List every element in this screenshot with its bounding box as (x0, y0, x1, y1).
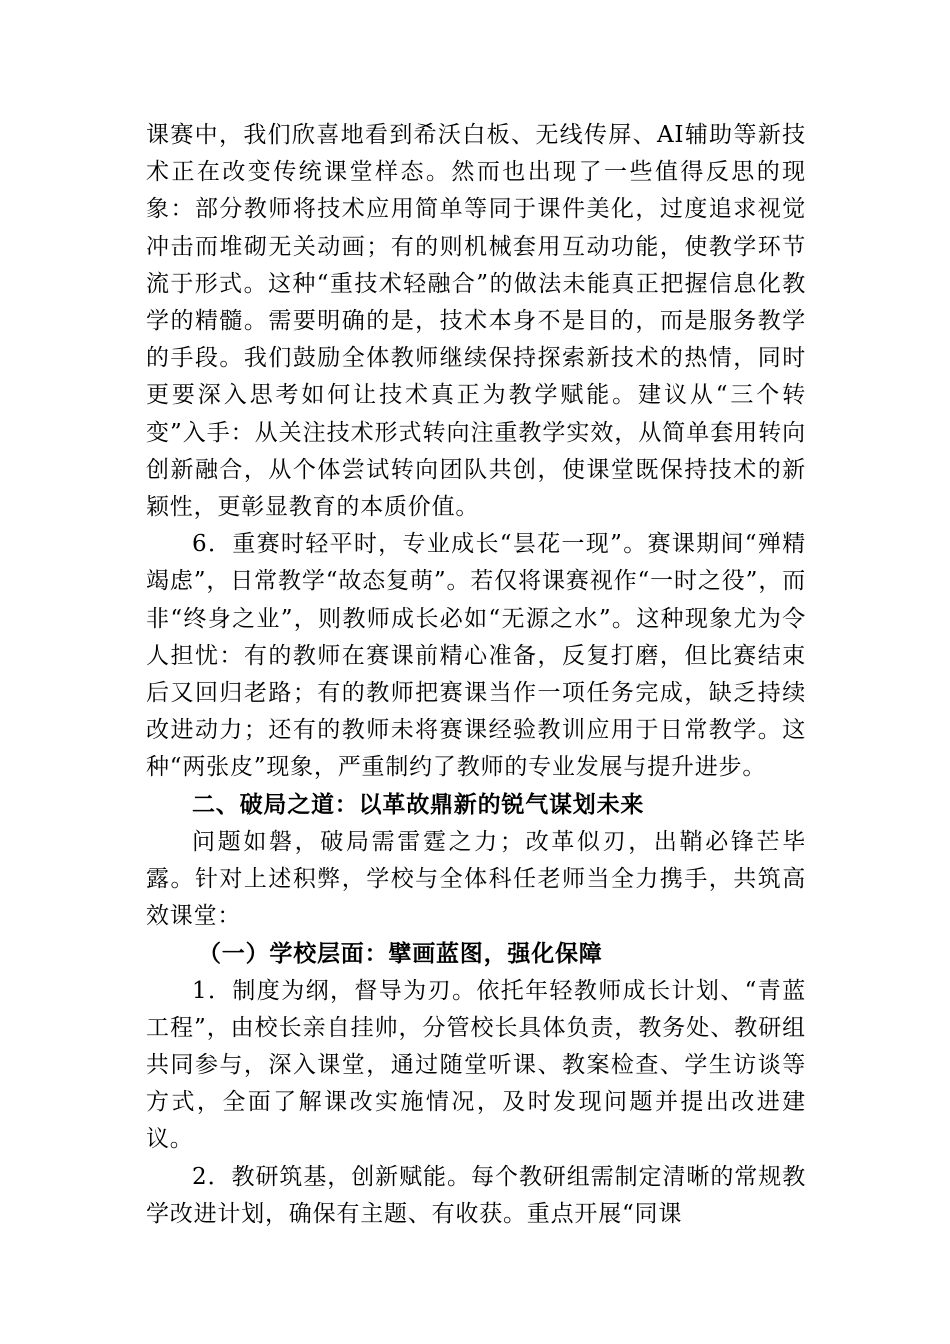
paragraph-technology-reflection: 课赛中，我们欣喜地看到希沃白板、无线传屏、AI辅助等新技术正在改变传统课堂样态。然而也出现了一些值得反思的现象：部分教师将技术应用简单等同于课件美化，过度追求视觉冲击而堆砌无关动画；有的则机械套用互动功能，使教学环节流于形式。这种“重技术轻融合”的做法未能真正把握信息化教学的精髓。需要明确的是，技术本身不是目的，而是服务教学的手段。我们鼓励全体教师继续保持探索新技术的热情，同时更要深入思考如何让技术真正为教学赋能。建议从“三个转变”入手：从关注技术形式转向注重教学实效，从简单套用转向创新融合，从个体尝试转向团队共创，使课堂既保持技术的新颖性，更彰显教育的本质价值。 (146, 122, 806, 521)
section-heading-2: 二、破局之道：以革故鼎新的锐气谋划未来 (192, 791, 645, 818)
paragraph-point-6: 6．重赛时轻平时，专业成长“昙花一现”。赛课期间“殚精竭虑”，日常教学“故态复萌”。若仅将课赛视作“一时之役”，而非“终身之业”，则教师成长必如“无源之水”。这种现象尤为令人担忧：有的教师在赛课前精心准备，反复打磨，但比赛结束后又回归老路；有的教师把赛课当作一项任务完成，缺乏持续改进动力；还有的教师未将赛课经验教训应用于日常教学。这种“两张皮”现象，严重制约了教师的专业发展与提升进步。 (146, 531, 806, 781)
document-page (146, 117, 806, 1233)
paragraph-point-2: 2．教研筑基，创新赋能。每个教研组需制定清晰的常规教学改进计划，确保有主题、有收获。重点开展“同课 (146, 1163, 806, 1227)
subsection-heading-school-level: （一）学校层面：擘画蓝图，强化保障 (198, 940, 603, 968)
paragraph-section-intro: 问题如磐，破局需雷霆之力；改革似刃，出鞘必锋芒毕露。针对上述积弊，学校与全体科任老师当全力携手，共筑高效课堂： (146, 828, 806, 930)
paragraph-point-1: 1．制度为纲，督导为刃。依托年轻教师成长计划、“青蓝工程”，由校长亲自挂帅，分管校长具体负责，教务处、教研组共同参与，深入课堂，通过随堂听课、教案检查、学生访谈等方式，全面了解课改实施情况，及时发现问题并提出改进建议。 (146, 977, 806, 1153)
